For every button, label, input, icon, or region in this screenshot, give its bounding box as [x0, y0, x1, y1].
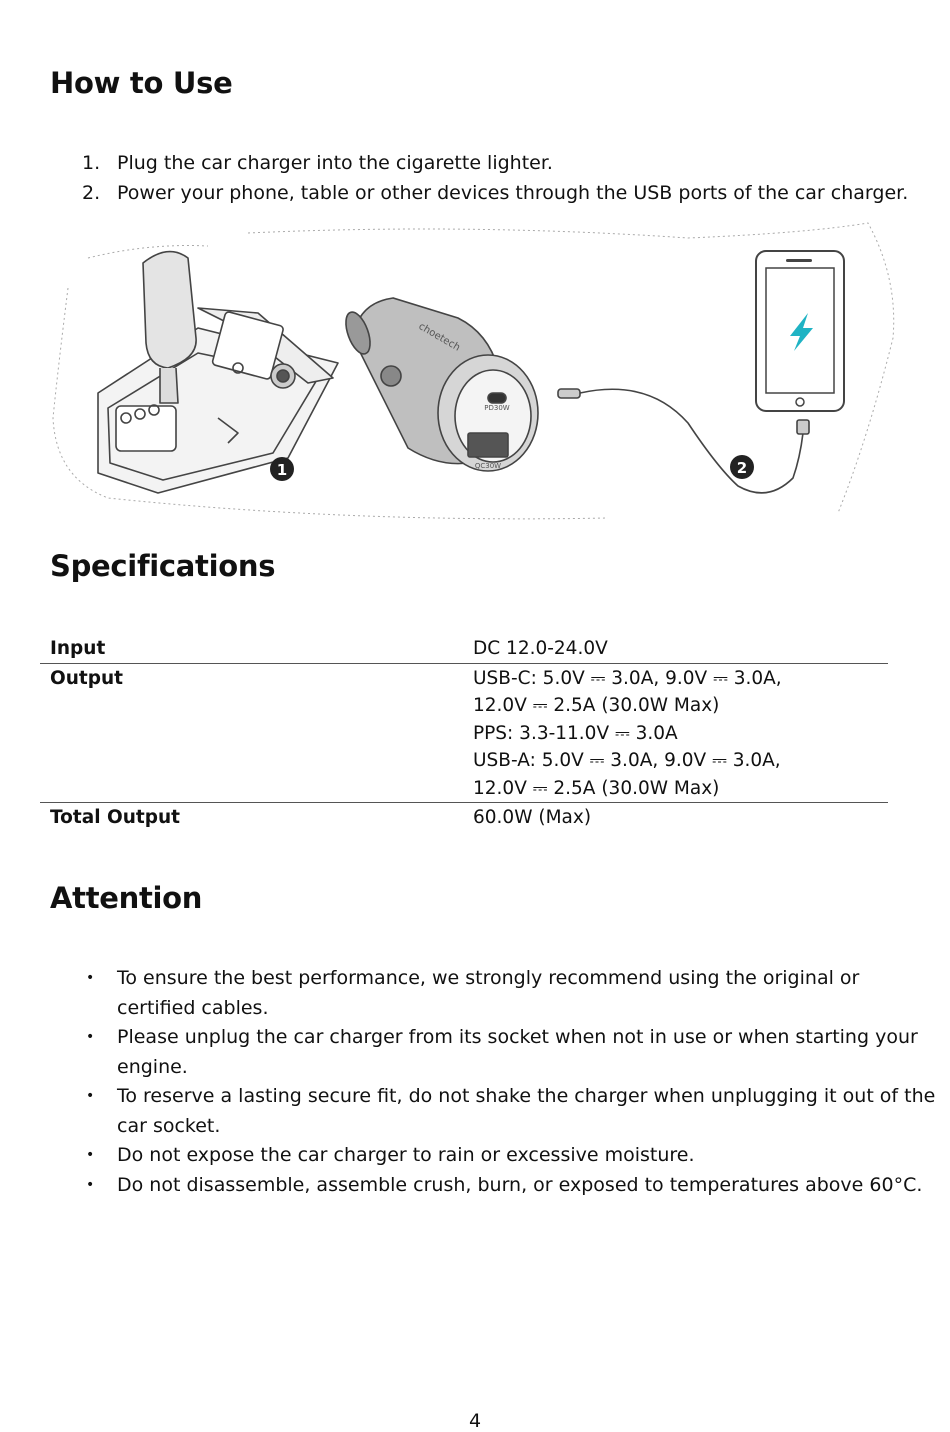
- attention-heading: Attention: [50, 881, 203, 915]
- attention-item: • To ensure the best performance, we strongly recommend using the original or certified cables.: [86, 967, 860, 1019]
- step-1: 1. Plug the car charger into the cigarette lighter.: [82, 152, 553, 174]
- svg-text:choetech: choetech: [416, 321, 462, 354]
- svg-text:1: 1: [276, 461, 288, 479]
- spec-value: 60.0W (Max): [473, 807, 592, 828]
- usage-steps: [50, 149, 908, 208]
- spec-value: DC 12.0-24.0V: [473, 635, 888, 663]
- spec-row-total-output: [40, 803, 888, 832]
- callout-1: [270, 457, 294, 481]
- attention-item: • Please unplug the car charger from its socket when not in use or when starting your engine.: [86, 1026, 918, 1078]
- phone-drawing: [756, 251, 844, 411]
- car-charger-drawing: [341, 298, 538, 471]
- specifications-table: [40, 635, 888, 832]
- spec-label: Input: [40, 635, 473, 663]
- usage-illustration: [48, 218, 900, 528]
- spec-label: Total Output: [50, 807, 180, 828]
- page-number: 4: [468, 1410, 482, 1432]
- svg-text:2: 2: [736, 459, 748, 477]
- callout-2: [730, 455, 754, 479]
- spec-row-input: [40, 635, 888, 663]
- step-2: 2. Power your phone, table or other devices through the USB ports of the car charger.: [82, 181, 909, 204]
- how-to-use-heading: How to Use: [50, 66, 233, 100]
- attention-item: • To reserve a lasting secure fit, do not shake the charger when unplugging it out of the car socket.: [86, 1085, 936, 1137]
- svg-text:PD30W: PD30W: [484, 404, 510, 412]
- specifications-heading: Specifications: [50, 549, 276, 583]
- spec-label: Output: [40, 663, 473, 803]
- attention-list: [50, 964, 935, 1200]
- svg-text:QC30W: QC30W: [474, 462, 502, 470]
- spec-value: USB-C: 5.0V ⎓ 3.0A, 9.0V ⎓ 3.0A, 12.0V ⎓ 2.5A (30.0W Max) PPS: 3.3-11.0V ⎓ 3.0A USB-A: 5.0V ⎓ 3.0A, 9.0V ⎓ 3.0A, 12.0V ⎓ 2.5A (30.0W Max): [473, 663, 888, 803]
- attention-item: • Do not disassemble, assemble crush, burn, or exposed to temperatures above 60°C.: [86, 1173, 923, 1196]
- attention-item: • Do not expose the car charger to rain or excessive moisture.: [86, 1144, 695, 1166]
- car-console-drawing: [98, 252, 338, 493]
- spec-row-output: [40, 663, 888, 803]
